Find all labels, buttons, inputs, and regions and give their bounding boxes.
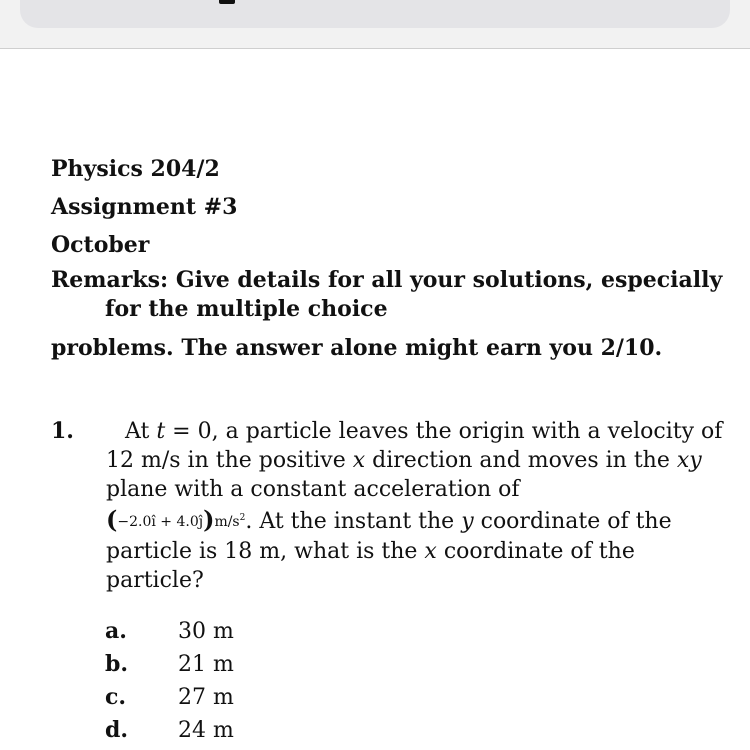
choice-d bbox=[105, 714, 405, 747]
question-text-c: plane with a constant acceleration of bbox=[106, 477, 520, 502]
month-label: October bbox=[51, 232, 150, 258]
address-bar[interactable] bbox=[20, 0, 730, 28]
y-variable: y bbox=[461, 509, 474, 534]
choice-value: 21 m bbox=[178, 652, 234, 677]
choice-label: a. bbox=[105, 618, 127, 644]
choice-a bbox=[105, 615, 405, 648]
question-text-b: direction and moves in the bbox=[365, 448, 677, 473]
assignment-title: Assignment #3 bbox=[51, 194, 238, 220]
choice-b bbox=[105, 648, 405, 681]
choice-c bbox=[105, 681, 405, 714]
question-text-f: coordinate of the particle? bbox=[106, 539, 635, 593]
x-variable-2: x bbox=[424, 539, 437, 564]
x-variable: x bbox=[352, 448, 366, 473]
remarks-line1: Remarks: Give details for all your solutions, especially for the multiple choice bbox=[51, 267, 723, 322]
question-text: At t = 0, a particle leaves the origin with a velocity of 12 m/s in the positive x direction and moves in the xy plane with a constant acceleration of (−2.0î + $4.0ĵ)m/s^2$. At the instant the y coordinate of the particle is 18 m, what is the x coordinate of the particle? bbox=[106, 419, 723, 593]
unit-exponent: 2 bbox=[239, 513, 246, 523]
question-opening: At t bbox=[125, 419, 166, 444]
choice-value: 24 m bbox=[178, 718, 234, 743]
choice-label: b. bbox=[105, 651, 129, 677]
choice-label: d. bbox=[105, 717, 129, 743]
acceleration-vector: −2.0î + 4.0ĵ bbox=[117, 514, 204, 530]
course-title: Physics 204/2 bbox=[51, 156, 220, 182]
xy-variable: xy bbox=[676, 448, 702, 473]
acceleration-unit: m/s bbox=[214, 514, 240, 530]
choice-label: c. bbox=[105, 684, 127, 710]
choice-value: 30 m bbox=[178, 619, 234, 644]
answer-choices bbox=[105, 615, 405, 747]
question-text-a: = 0, a particle leaves the origin with a velocity of 12 m/s in the positive bbox=[106, 419, 723, 473]
question-text-d: . At the instant the bbox=[245, 509, 462, 534]
lock-icon bbox=[219, 0, 235, 4]
browser-toolbar bbox=[0, 0, 750, 49]
question-number: 1. bbox=[51, 418, 74, 444]
remarks-line2: problems. The answer alone might earn you 2/10. bbox=[51, 335, 663, 361]
question-1 bbox=[51, 417, 731, 595]
choice-value: 27 m bbox=[178, 685, 234, 710]
assignment-header bbox=[51, 150, 731, 363]
question-text-e: coordinate of the particle is 18 m, what is the bbox=[106, 509, 672, 564]
t-variable: t bbox=[156, 419, 166, 444]
